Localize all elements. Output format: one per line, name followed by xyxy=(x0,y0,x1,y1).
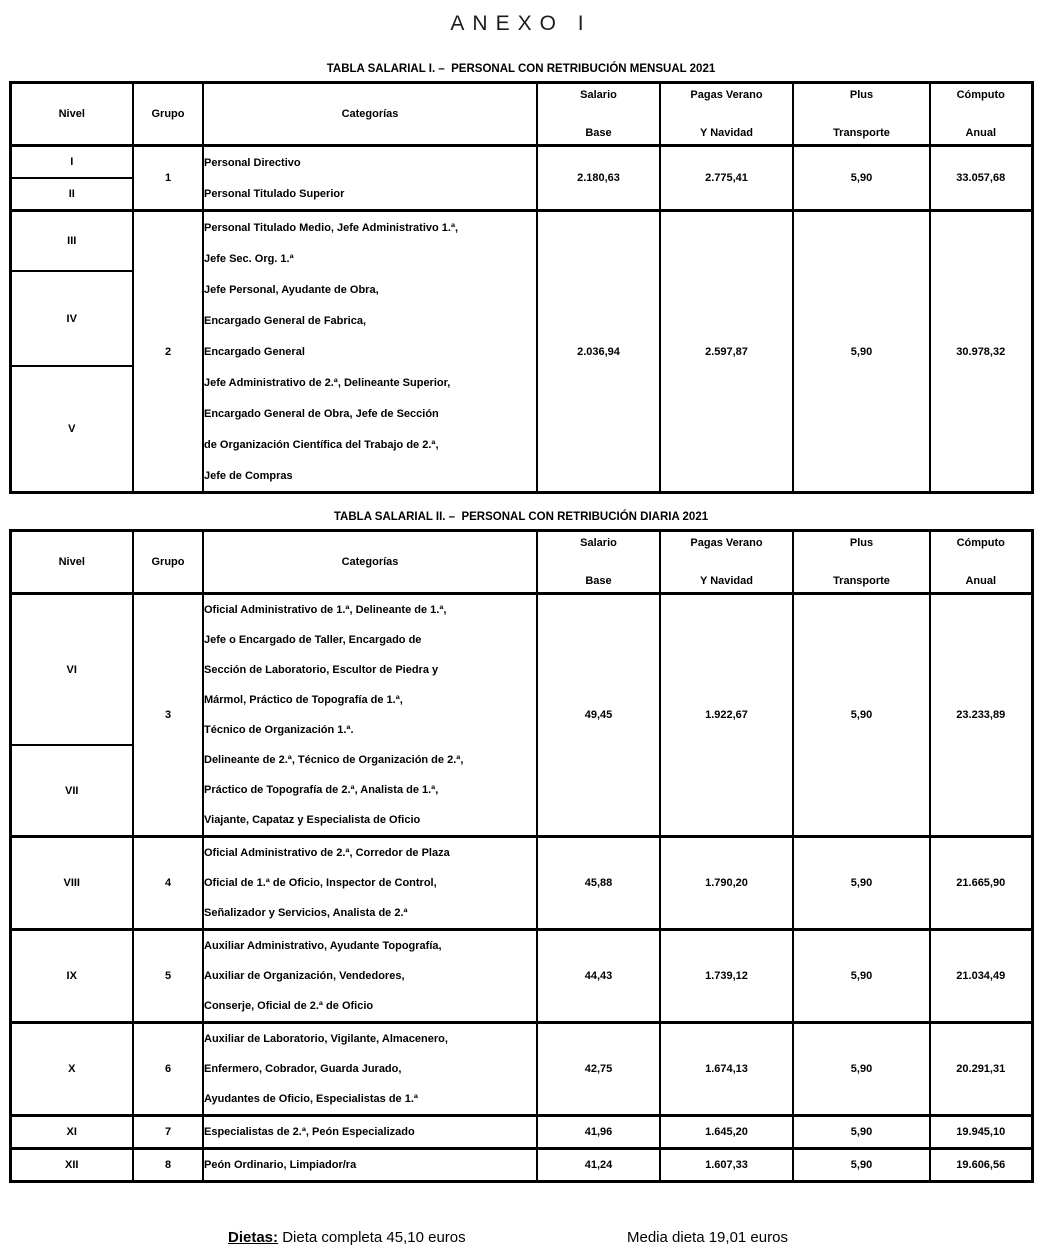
categoria-line: Personal Directivo xyxy=(204,156,301,169)
plus-transporte-value: 5,90 xyxy=(793,211,930,493)
pagas-value: 1.790,20 xyxy=(660,837,793,930)
table1-header-row xyxy=(10,83,1032,146)
header-pagas-line2: Y Navidad xyxy=(700,575,753,587)
categoria-line: Oficial Administrativo de 2.ª, Corredor de Plaza xyxy=(204,847,450,859)
dietas-label: Dietas: xyxy=(228,1229,279,1246)
header-pagas xyxy=(660,83,793,146)
dietas-footer xyxy=(0,1229,1042,1251)
grupo-cell: 8 xyxy=(133,1149,203,1182)
plus-transporte-value: 5,90 xyxy=(793,1023,930,1116)
salary-table-2 xyxy=(9,529,1034,1183)
categoria-line: Ayudantes de Oficio, Especialistas de 1.ª xyxy=(204,1093,418,1105)
salario-base-value: 42,75 xyxy=(537,1023,660,1116)
grupo-cell: 1 xyxy=(133,146,203,211)
header-pagas-line2: Y Navidad xyxy=(700,127,753,139)
table-row xyxy=(10,930,1032,1023)
header-grupo: Grupo xyxy=(133,531,203,594)
nivel-cell: II xyxy=(10,178,133,211)
header-nivel: Nivel xyxy=(10,531,133,594)
table-row xyxy=(10,837,1032,930)
categorias-cell xyxy=(203,837,537,930)
plus-transporte-value: 5,90 xyxy=(793,146,930,211)
salario-base-value: 49,45 xyxy=(537,594,660,837)
categoria-line: Jefe Sec. Org. 1.ª xyxy=(204,252,294,265)
categoria-line: Conserje, Oficial de 2.ª de Oficio xyxy=(204,1000,374,1012)
table-row xyxy=(10,1149,1032,1182)
table2-header-row xyxy=(10,531,1032,594)
table-row xyxy=(10,1023,1032,1116)
header-nivel: Nivel xyxy=(10,83,133,146)
pagas-value: 2.597,87 xyxy=(660,211,793,493)
categoria-line: Práctico de Topografía de 2.ª, Analista de 1.ª, xyxy=(204,784,439,796)
table-row xyxy=(10,211,1032,272)
header-pagas-line1: Pagas Verano xyxy=(690,537,763,549)
nivel-cell: XI xyxy=(10,1116,133,1149)
salary-table-1 xyxy=(9,81,1034,494)
plus-transporte-value: 5,90 xyxy=(793,837,930,930)
computo-anual-value: 33.057,68 xyxy=(930,146,1032,211)
nivel-cell: IV xyxy=(10,271,133,365)
header-pagas-line1: Pagas Verano xyxy=(690,89,763,101)
grupo-cell: 5 xyxy=(133,930,203,1023)
categoria-line: Auxiliar de Organización, Vendedores, xyxy=(204,970,405,982)
categoria-line: Jefe Administrativo de 2.ª, Delineante Superior, xyxy=(204,376,451,389)
header-computo-line2: Anual xyxy=(965,127,997,139)
categoria-line: Oficial Administrativo de 1.ª, Delineante de 1.ª, xyxy=(204,604,447,616)
pagas-value: 1.645,20 xyxy=(660,1116,793,1149)
header-plus-line2: Transporte xyxy=(833,575,890,587)
pagas-value: 1.674,13 xyxy=(660,1023,793,1116)
categorias-cell xyxy=(203,1023,537,1116)
categoria-line: Jefe de Compras xyxy=(204,469,293,482)
computo-anual-value: 30.978,32 xyxy=(930,211,1032,493)
categoria-line: Especialistas de 2.ª, Peón Especializado xyxy=(204,1126,415,1138)
salario-base-value: 41,24 xyxy=(537,1149,660,1182)
categorias-cell xyxy=(203,594,537,837)
header-salario-line2: Base xyxy=(585,575,612,587)
categoria-line: Personal Titulado Superior xyxy=(204,187,345,200)
categorias-cell xyxy=(203,1116,537,1149)
computo-anual-value: 19.945,10 xyxy=(930,1116,1032,1149)
table-row xyxy=(10,594,1032,746)
header-plus-line2: Transporte xyxy=(833,127,890,139)
categorias-cell xyxy=(203,930,537,1023)
categoria-line: Auxiliar Administrativo, Ayudante Topografía, xyxy=(204,940,442,952)
page-title: ANEXO I xyxy=(450,12,592,35)
categorias-cell xyxy=(203,146,537,211)
header-pagas xyxy=(660,531,793,594)
header-salario-line2: Base xyxy=(585,127,612,139)
dieta-completa-value: Dieta completa 45,10 euros xyxy=(278,1229,466,1246)
table-row xyxy=(10,146,1032,179)
nivel-cell: III xyxy=(10,211,133,272)
grupo-cell: 7 xyxy=(133,1116,203,1149)
nivel-cell: VI xyxy=(10,594,133,746)
nivel-cell: VII xyxy=(10,745,133,836)
header-computo-line2: Anual xyxy=(965,575,997,587)
categoria-line: Jefe o Encargado de Taller, Encargado de xyxy=(204,634,422,646)
salario-base-value: 2.180,63 xyxy=(537,146,660,211)
pagas-value: 2.775,41 xyxy=(660,146,793,211)
grupo-cell: 2 xyxy=(133,211,203,493)
header-salario-base xyxy=(537,531,660,594)
salario-base-value: 44,43 xyxy=(537,930,660,1023)
header-computo-anual xyxy=(930,531,1032,594)
nivel-cell: V xyxy=(10,366,133,493)
plus-transporte-value: 5,90 xyxy=(793,594,930,837)
nivel-cell: XII xyxy=(10,1149,133,1182)
grupo-cell: 3 xyxy=(133,594,203,837)
grupo-cell: 6 xyxy=(133,1023,203,1116)
categoria-line: Auxiliar de Laboratorio, Vigilante, Almacenero, xyxy=(204,1033,448,1045)
categoria-line: Mármol, Práctico de Topografía de 1.ª, xyxy=(204,694,403,706)
categoria-line: Encargado General xyxy=(204,345,305,358)
categoria-line: Encargado General de Obra, Jefe de Sección xyxy=(204,407,439,420)
header-computo-line1: Cómputo xyxy=(956,89,1005,101)
table1-title: TABLA SALARIAL I. – PERSONAL CON RETRIBUCIÓN MENSUAL 2021 xyxy=(326,63,716,75)
header-categorias: Categorías xyxy=(203,531,537,594)
computo-anual-value: 21.665,90 xyxy=(930,837,1032,930)
grupo-cell: 4 xyxy=(133,837,203,930)
categoria-line: Viajante, Capataz y Especialista de Oficio xyxy=(204,814,421,826)
categorias-cell xyxy=(203,1149,537,1182)
plus-transporte-value: 5,90 xyxy=(793,930,930,1023)
pagas-value: 1.607,33 xyxy=(660,1149,793,1182)
categoria-line: Enfermero, Cobrador, Guarda Jurado, xyxy=(204,1063,402,1075)
categoria-line: Delineante de 2.ª, Técnico de Organización de 2.ª, xyxy=(204,754,464,766)
categoria-line: Oficial de 1.ª de Oficio, Inspector de Control, xyxy=(204,877,437,889)
salario-base-value: 2.036,94 xyxy=(537,211,660,493)
pagas-value: 1.739,12 xyxy=(660,930,793,1023)
table-row xyxy=(10,1116,1032,1149)
nivel-cell: I xyxy=(10,146,133,179)
computo-anual-value: 20.291,31 xyxy=(930,1023,1032,1116)
categoria-line: Sección de Laboratorio, Escultor de Piedra y xyxy=(204,664,439,676)
header-computo-line1: Cómputo xyxy=(956,537,1005,549)
dieta-completa-text xyxy=(228,1229,466,1246)
categoria-line: Técnico de Organización 1.ª. xyxy=(204,724,354,736)
categoria-line: Personal Titulado Medio, Jefe Administrativo 1.ª, xyxy=(204,221,459,234)
header-salario-base xyxy=(537,83,660,146)
computo-anual-value: 21.034,49 xyxy=(930,930,1032,1023)
header-grupo: Grupo xyxy=(133,83,203,146)
media-dieta-text: Media dieta 19,01 euros xyxy=(627,1229,788,1246)
header-plus-line1: Plus xyxy=(849,537,874,549)
salario-base-value: 45,88 xyxy=(537,837,660,930)
categorias-cell xyxy=(203,211,537,493)
salario-base-value: 41,96 xyxy=(537,1116,660,1149)
header-plus-transporte xyxy=(793,531,930,594)
header-plus-line1: Plus xyxy=(849,89,874,101)
header-salario-line1: Salario xyxy=(580,537,617,549)
categoria-line: Encargado General de Fabrica, xyxy=(204,314,367,327)
header-salario-line1: Salario xyxy=(580,89,617,101)
computo-anual-value: 23.233,89 xyxy=(930,594,1032,837)
nivel-cell: IX xyxy=(10,930,133,1023)
header-categorias: Categorías xyxy=(203,83,537,146)
plus-transporte-value: 5,90 xyxy=(793,1116,930,1149)
header-plus-transporte xyxy=(793,83,930,146)
pagas-value: 1.922,67 xyxy=(660,594,793,837)
computo-anual-value: 19.606,56 xyxy=(930,1149,1032,1182)
categoria-line: de Organización Científica del Trabajo de 2.ª, xyxy=(204,438,439,451)
categoria-line: Jefe Personal, Ayudante de Obra, xyxy=(204,283,379,296)
categoria-line: Señalizador y Servicios, Analista de 2.ª xyxy=(204,907,408,919)
header-computo-anual xyxy=(930,83,1032,146)
table2-title: TABLA SALARIAL II. – PERSONAL CON RETRIBUCIÓN DIARIA 2021 xyxy=(333,511,709,523)
categoria-line: Peón Ordinario, Limpiador/ra xyxy=(204,1159,357,1171)
nivel-cell: X xyxy=(10,1023,133,1116)
nivel-cell: VIII xyxy=(10,837,133,930)
plus-transporte-value: 5,90 xyxy=(793,1149,930,1182)
